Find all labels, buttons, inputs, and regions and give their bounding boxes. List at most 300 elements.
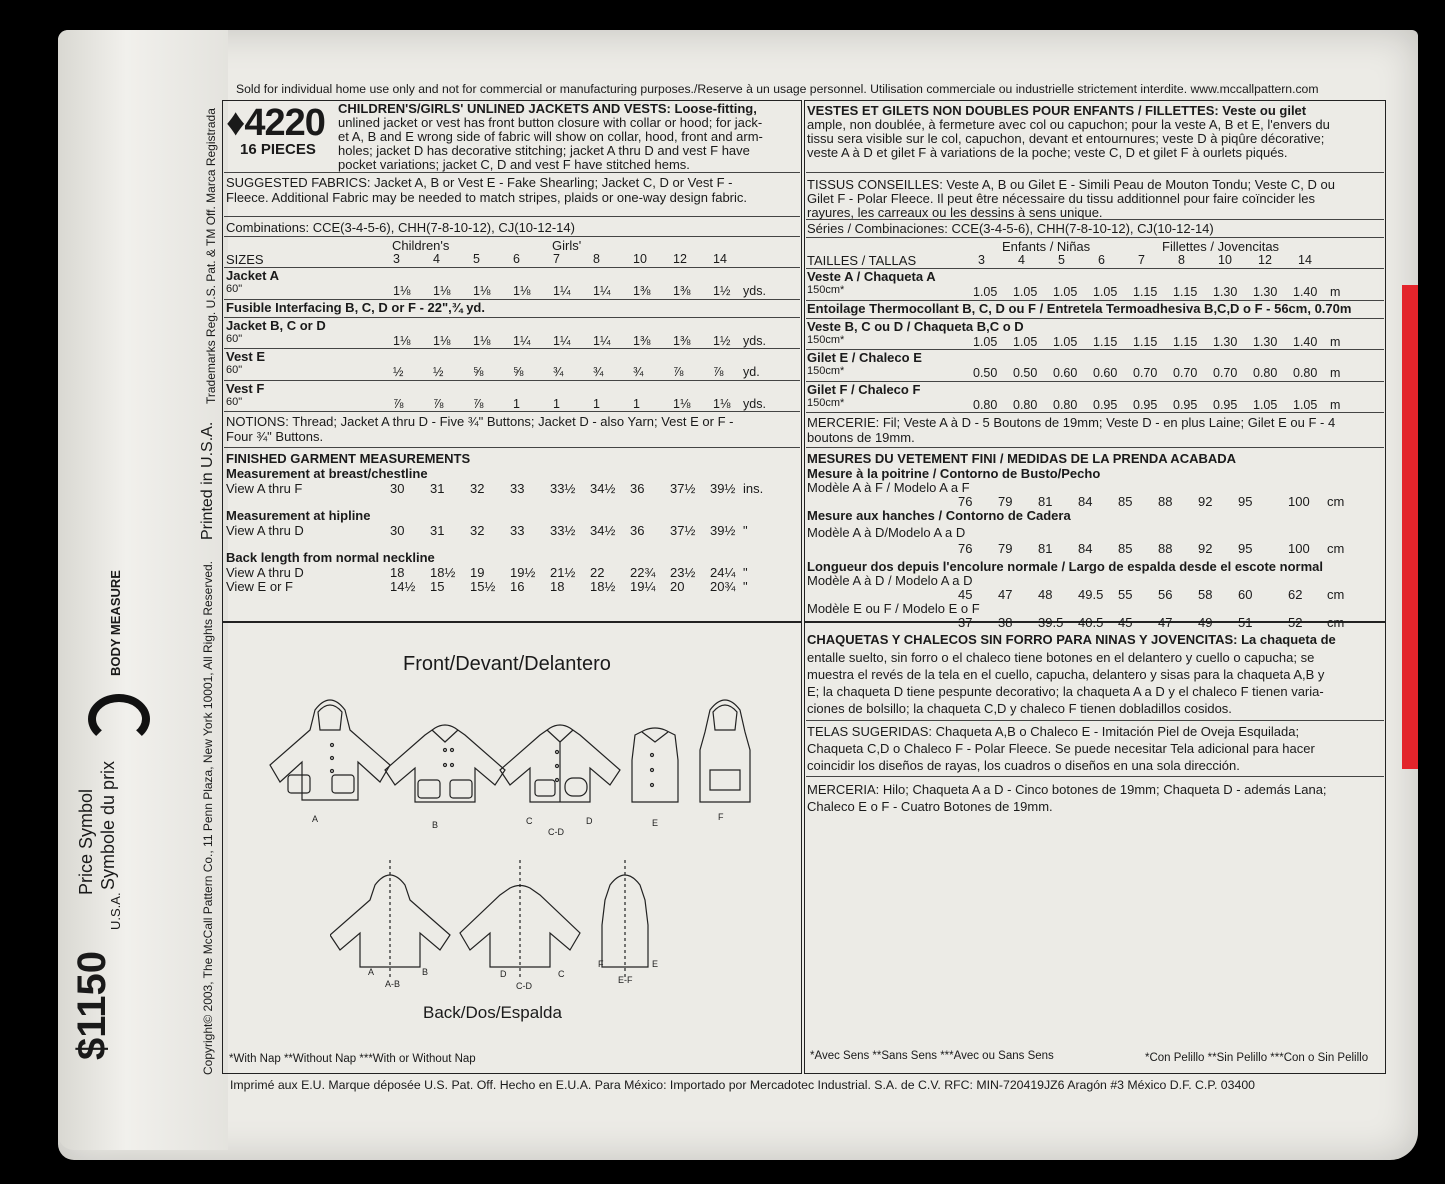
measurement-value: 76	[958, 541, 973, 556]
yardage-value: ¾	[553, 365, 564, 379]
yardage-title: Fusible Interfacing B, C, D or F - 22",¾ yd.	[226, 300, 485, 315]
sizes-label-fr: TAILLES / TALLAS	[807, 253, 917, 268]
yardage-value: 1¼	[553, 284, 571, 298]
measurement-value: 100	[1288, 541, 1310, 556]
yardage-unit: yds.	[743, 397, 766, 411]
yardage-value: 1	[593, 397, 600, 411]
measurement-value: 79	[998, 494, 1013, 509]
yardage-value: ⅞	[433, 397, 444, 411]
size-header: 12	[1258, 253, 1272, 267]
measurement-value: 81	[1038, 494, 1053, 509]
fabric-width: 150cm*	[807, 334, 845, 346]
yardage-value: 1.05	[1253, 398, 1278, 412]
yardage-value: ⅞	[393, 397, 404, 411]
measurement-value: 18½	[430, 565, 456, 580]
yardage-value: 0.60	[1093, 366, 1118, 380]
yardage-value: 1⅛	[673, 397, 691, 411]
yardage-value: 0.60	[1053, 366, 1078, 380]
red-edge-tab	[1402, 285, 1418, 769]
yardage-value: ¾	[633, 365, 644, 379]
measurement-unit: cm	[1327, 541, 1345, 556]
yardage-value: 1.30	[1213, 335, 1238, 349]
yardage-value: 0.95	[1133, 398, 1158, 412]
yardage-value: 1½	[713, 284, 731, 298]
measurement-value: 95	[1238, 494, 1253, 509]
divider	[806, 447, 1384, 448]
measurement-value: 33½	[550, 523, 576, 538]
front-view-label: B	[432, 820, 439, 830]
size-header: 14	[1298, 253, 1312, 267]
yardage-unit: yds.	[743, 334, 766, 348]
measurement-value: 32	[470, 481, 485, 496]
measurement-unit: cm	[1327, 494, 1345, 509]
description-en-line: pocket variations; jacket C, D and vest F have stitched hems.	[338, 157, 690, 172]
divider	[806, 720, 1384, 721]
combinations-en: Combinations: CCE(3-4-5-6), CHH(7-8-10-12), CJ(10-12-14)	[226, 220, 575, 235]
fabrics-fr-line: TISSUS CONSEILLES: Veste A, B ou Gilet E - Simili Peau de Mouton Tondu; Veste C, D ou	[807, 177, 1335, 192]
measurement-value: 19	[470, 565, 485, 580]
description-fr-line: VESTES ET GILETS NON DOUBLES POUR ENFANTS / FILLETTES: Veste ou gilet	[807, 103, 1307, 118]
divider	[224, 348, 800, 349]
front-views-drawing	[240, 690, 790, 840]
yardage-value: 1⅜	[633, 284, 651, 298]
description-es-heading: CHAQUETAS Y CHALECOS SIN FORRO PARA NINAS Y JOVENCITAS: La chaqueta de	[807, 632, 1336, 647]
measurement-value: 79	[998, 541, 1013, 556]
yardage-value: 1.15	[1173, 335, 1198, 349]
measurement-value: 60	[1238, 587, 1253, 602]
size-header: 14	[713, 252, 727, 266]
measurement-unit: cm	[1327, 587, 1345, 602]
divider	[806, 172, 1384, 173]
description-es-line: entalle suelto, sin forro o el chaleco tiene botones en el delantero y cuello o capucha; se	[807, 650, 1315, 665]
size-header: 10	[1218, 253, 1232, 267]
measurement-heading: Measurement at breast/chestline	[226, 466, 428, 481]
fabrics-en-line: Fleece. Additional Fabric may be needed to match stripes, plaids or one-way design fabric.	[226, 190, 747, 205]
measurement-value: 19½	[510, 565, 536, 580]
measurement-value: 24¼	[710, 565, 736, 580]
footnote-fr: *Avec Sens **Sans Sens ***Avec ou Sans Sens	[810, 1050, 1054, 1062]
divider	[224, 267, 800, 268]
yardage-value: 1¼	[593, 334, 611, 348]
size-header: 8	[593, 252, 600, 266]
yardage-value: 0.80	[1013, 398, 1038, 412]
measurement-value: 38	[998, 615, 1013, 630]
measurement-value: 15	[430, 579, 445, 594]
back-view-label: A-B	[385, 979, 401, 989]
fabric-width: 150cm*	[807, 397, 845, 409]
notions-en-line: Four ¾" Buttons.	[226, 429, 324, 444]
measurement-value: 16	[510, 579, 525, 594]
measurement-value: 88	[1158, 541, 1173, 556]
measurement-value: 32	[470, 523, 485, 538]
yardage-value: ⅞	[673, 365, 684, 379]
yardage-value: 1⅜	[673, 334, 691, 348]
description-es-line: ciones de bolsillo; la chaqueta C,D y chaleco F tienen dobladillos cosidos.	[807, 701, 1232, 716]
notions-fr-line: MERCERIE: Fil; Veste A à D - 5 Boutons de 19mm; Veste D - en plus Laine; Gilet E ou F - 4	[807, 415, 1336, 430]
fabric-width: 150cm*	[807, 284, 845, 296]
measurement-value: 39½	[710, 523, 736, 538]
yardage-unit: m	[1330, 285, 1341, 299]
measurement-value: 37	[958, 615, 973, 630]
yardage-value: ½	[433, 365, 444, 379]
measurement-heading: Mesure aux hanches / Contorno de Cadera	[807, 508, 1071, 523]
front-view-label: A	[312, 814, 319, 824]
pieces-count: 16 PIECES	[240, 141, 316, 158]
measurement-value: 15½	[470, 579, 496, 594]
yardage-value: 0.50	[973, 366, 998, 380]
measurement-value: 47	[998, 587, 1013, 602]
measurement-label: Modèle E ou F / Modelo E o F	[807, 601, 980, 616]
fabrics-es-line: Chaqueta C,D o Chaleco F - Polar Fleece. Se puede necesitar Tela adicional para hacer	[807, 741, 1315, 756]
notions-fr-line: boutons de 19mm.	[807, 430, 915, 445]
yardage-value: 0.70	[1173, 366, 1198, 380]
description-fr-line: tissu sera visible sur le col, capuchon, devant et entournures; veste D à piqûre décorative;	[807, 131, 1325, 146]
view-e-outline	[632, 728, 678, 802]
yardage-value: 1.05	[973, 335, 998, 349]
combinations-fr: Séries / Combinaciones: CCE(3-4-5-6), CHH(7-8-10-12), CJ(10-12-14)	[807, 221, 1214, 236]
measurement-value: 31	[430, 523, 445, 538]
yardage-value: 1.30	[1253, 285, 1278, 299]
footnote-en: *With Nap **Without Nap ***With or Without Nap	[229, 1053, 476, 1065]
fabrics-fr-line: rayures, les carreaux ou les dessins à sens unique.	[807, 205, 1103, 220]
yardage-unit: yd.	[743, 365, 760, 379]
measurement-value: 84	[1078, 541, 1093, 556]
measurement-value: 36	[630, 481, 645, 496]
yardage-title: Gilet E / Chaleco E	[807, 350, 922, 365]
measurement-label: View E or F	[226, 579, 293, 594]
children-label: Children's	[392, 238, 450, 253]
yardage-value: 1.05	[1053, 335, 1078, 349]
measurement-value: 100	[1288, 494, 1310, 509]
yardage-value: 1⅛	[433, 334, 451, 348]
yardage-value: 1.15	[1173, 285, 1198, 299]
front-label: Front/Devant/Delantero	[403, 653, 611, 675]
measurement-value: 34½	[590, 523, 616, 538]
back-views-drawing	[330, 855, 690, 1005]
back-label: Back/Dos/Espalda	[423, 1003, 562, 1022]
divider	[806, 412, 1384, 413]
measurement-value: 18½	[590, 579, 616, 594]
yardage-value: 0.95	[1213, 398, 1238, 412]
pattern-number-text: 4220	[244, 102, 325, 144]
measurement-value: 48	[1038, 587, 1053, 602]
yardage-value: 0.80	[1253, 366, 1278, 380]
front-view-label: C	[526, 816, 533, 826]
measurement-value: 18	[550, 579, 565, 594]
measurement-value: 58	[1198, 587, 1213, 602]
description-fr-line: veste A à D et gilet F à variations de la poche; veste C, D et gilet F à ourlets piqués.	[807, 145, 1288, 160]
fabrics-fr-line: Gilet F - Polar Fleece. Il peut être nécessaire du tissu additionnel pour faire coïncider les	[807, 191, 1315, 206]
size-header: 6	[1098, 253, 1105, 267]
yardage-value: 1½	[713, 334, 731, 348]
back-view-label: C	[558, 969, 565, 979]
yardage-value: 1.30	[1253, 335, 1278, 349]
yardage-unit: m	[1330, 366, 1341, 380]
measurement-value: 30	[390, 523, 405, 538]
measurement-value: 39.5	[1038, 615, 1064, 630]
divider	[224, 380, 800, 381]
measurements-en-title: FINISHED GARMENT MEASUREMENTS	[226, 451, 471, 466]
front-view-label: D	[586, 816, 593, 826]
description-en-line: unlined jacket or vest has front button closure with collar or hood; for jack-	[338, 115, 763, 130]
measurement-value: 51	[1238, 615, 1253, 630]
measurement-value: 55	[1118, 587, 1133, 602]
price-symbol: Price Symbol	[76, 788, 96, 895]
fabric-width: 60"	[226, 364, 243, 376]
yardage-value: 0.95	[1173, 398, 1198, 412]
back-view-label: E-F	[618, 975, 633, 985]
measurement-value: 62	[1288, 587, 1303, 602]
yardage-value: 1.40	[1293, 285, 1318, 299]
yardage-title: Veste B, C ou D / Chaqueta B,C o D	[807, 319, 1024, 334]
measurement-value: 85	[1118, 494, 1133, 509]
yardage-unit: m	[1330, 398, 1341, 412]
measurement-value: 45	[958, 587, 973, 602]
yardage-value: 1	[553, 397, 560, 411]
yardage-value: 1⅛	[513, 284, 531, 298]
measurement-value: 30	[390, 481, 405, 496]
measurement-label: View A thru F	[226, 481, 303, 496]
size-header: 4	[1018, 253, 1025, 267]
measurement-value: 14½	[390, 579, 416, 594]
yardage-value: ⅝	[473, 365, 484, 379]
back-view-label: E	[652, 959, 659, 969]
yardage-value: ⅞	[713, 365, 724, 379]
size-header: 5	[1058, 253, 1065, 267]
body-measure-text: BODY MEASURE	[108, 570, 123, 676]
yardage-unit: m	[1330, 335, 1341, 349]
yardage-value: 1⅜	[673, 284, 691, 298]
measurement-label: View A thru D	[226, 565, 304, 580]
divider	[224, 172, 800, 173]
footnote-es: *Con Pelillo **Sin Pelillo ***Con o Sin Pelillo	[1145, 1052, 1369, 1064]
yardage-value: 1⅛	[473, 334, 491, 348]
measurement-unit: ins.	[743, 481, 764, 496]
size-header: 8	[1178, 253, 1185, 267]
size-header: 3	[978, 253, 985, 267]
measurement-value: 20	[670, 579, 685, 594]
bottom-line: Imprimé aux E.U. Marque déposée U.S. Pat. Off. Hecho en E.U.A. Para México: Importado por Mercadotec Industrial. S.A. de C.V. RFC: MIN-720419JZ6 Aragón #3 México D.F. C.P. 03400	[230, 1078, 1255, 1092]
measurement-label: Modèle A à D/Modelo A a D	[807, 525, 966, 540]
measurement-value: 23½	[670, 565, 696, 580]
measurement-unit: "	[743, 565, 748, 580]
yardage-value: 1¼	[593, 284, 611, 298]
size-header: 5	[473, 252, 480, 266]
yardage-value: 1¼	[553, 334, 571, 348]
yardage-value: 1.05	[1013, 335, 1038, 349]
measurement-value: 76	[958, 494, 973, 509]
yardage-value: 1.30	[1213, 285, 1238, 299]
yardage-value: 0.50	[1013, 366, 1038, 380]
back-view-label: B	[422, 967, 429, 977]
view-f-outline	[700, 700, 750, 802]
measurement-value: 81	[1038, 541, 1053, 556]
description-es-line	[807, 632, 1336, 647]
measurement-unit: cm	[1327, 615, 1345, 630]
yardage-value: ½	[393, 365, 404, 379]
fabric-width: 60"	[226, 396, 243, 408]
measurement-value: 40.5	[1078, 615, 1104, 630]
fabric-width: 60"	[226, 283, 243, 295]
measurement-value: 92	[1198, 541, 1213, 556]
measurement-heading: Back length from normal neckline	[226, 550, 435, 565]
fabrics-es-line: coincidir los diseños de rayas, los cuadros o diseños en una sola dirección.	[807, 758, 1240, 773]
yardage-value: ¾	[593, 365, 604, 379]
yardage-title: Gilet F / Chaleco F	[807, 382, 921, 397]
yardage-value: 1¼	[513, 334, 531, 348]
measurement-value: 37½	[670, 481, 696, 496]
yardage-value: 1	[513, 397, 520, 411]
back-view-label: A	[368, 967, 375, 977]
measurement-value: 33	[510, 481, 525, 496]
divider	[224, 236, 800, 237]
yardage-value: 1.15	[1133, 285, 1158, 299]
yardage-value: 1⅛	[393, 284, 411, 298]
yardage-value: 1.05	[1293, 398, 1318, 412]
measurements-fr-title: MESURES DU VETEMENT FINI / MEDIDAS DE LA PRENDA ACABADA	[807, 451, 1237, 466]
size-header: 3	[393, 252, 400, 266]
yardage-value: 1⅛	[393, 334, 411, 348]
sizes-label: SIZES	[226, 252, 264, 267]
yardage-value: 1.15	[1093, 335, 1118, 349]
yardage-value: 1⅛	[433, 284, 451, 298]
measurement-value: 49.5	[1078, 587, 1104, 602]
measurement-label: Modèle A à D / Modelo A a D	[807, 573, 973, 588]
measurement-value: 92	[1198, 494, 1213, 509]
yardage-title: Vest E	[226, 349, 266, 364]
yardage-value: 1.15	[1133, 335, 1158, 349]
measurement-value: 84	[1078, 494, 1093, 509]
measurement-value: 88	[1158, 494, 1173, 509]
yardage-value: ⅞	[473, 397, 484, 411]
description-en-line: et A, B and E wrong side of fabric will show on collar, hood, front and arm-	[338, 129, 763, 144]
back-view-label: C-D	[516, 981, 532, 991]
measurement-value: 52	[1288, 615, 1303, 630]
yardage-value: 1	[633, 397, 640, 411]
measurement-value: 20¾	[710, 579, 736, 594]
measurement-label: View A thru D	[226, 523, 304, 538]
pattern-number: ♦4220	[226, 102, 325, 144]
measurement-heading: Mesure à la poitrine / Contorno de Busto/Pecho	[807, 466, 1101, 481]
yardage-value: 1.40	[1293, 335, 1318, 349]
girls-label: Girls'	[552, 238, 582, 253]
size-header: 4	[433, 252, 440, 266]
measurement-value: 45	[1118, 615, 1133, 630]
yardage-value: 1.05	[973, 285, 998, 299]
yardage-unit: yds.	[743, 284, 766, 298]
yardage-value: 0.95	[1093, 398, 1118, 412]
yardage-value: 0.80	[1053, 398, 1078, 412]
yardage-title: Jacket B, C or D	[226, 318, 326, 333]
measurement-value: 39½	[710, 481, 736, 496]
measurement-value: 85	[1118, 541, 1133, 556]
fabric-width: 60"	[226, 333, 243, 345]
measurement-value: 21½	[550, 565, 576, 580]
divider	[806, 776, 1384, 777]
measurement-label: Modèle A à F / Modelo A a F	[807, 480, 970, 495]
measurement-heading: Longueur dos depuis l'encolure normale / Largo de espalda desde el escote normal	[807, 559, 1323, 574]
size-header: 7	[1138, 253, 1145, 267]
yardage-value: 1⅛	[473, 284, 491, 298]
notions-en-line: NOTIONS: Thread; Jacket A thru D - Five ¾" Buttons; Jacket D - also Yarn; Vest E or F -	[226, 414, 734, 429]
yardage-value: 1.05	[1013, 285, 1038, 299]
measurement-value: 31	[430, 481, 445, 496]
description-en-line: holes; jacket D has decorative stitching; jacket A thru D and vest F have	[338, 143, 750, 158]
description-en-line: CHILDREN'S/GIRLS' UNLINED JACKETS AND VESTS: Loose-fitting,	[338, 101, 757, 116]
yardage-title: Veste A / Chaqueta A	[807, 269, 936, 284]
price-usa: U.S.A.	[108, 892, 123, 930]
measurement-value: 34½	[590, 481, 616, 496]
description-fr-line: ample, non doublée, à fermeture avec col ou capuchon; pour la veste A, B et E, l'envers du	[807, 117, 1330, 132]
front-view-label: C-D	[548, 827, 564, 837]
yardage-value: 0.70	[1133, 366, 1158, 380]
divider	[224, 411, 800, 412]
front-view-label: E	[652, 818, 659, 828]
measurement-value: 56	[1158, 587, 1173, 602]
yardage-value: 1⅛	[713, 397, 731, 411]
measurement-value: 95	[1238, 541, 1253, 556]
measurement-value: 33½	[550, 481, 576, 496]
divider	[806, 219, 1384, 220]
price-value: $1150	[70, 950, 114, 1060]
yardage-title: Jacket A	[226, 268, 279, 283]
description-es-line: muestra el revés de la tela en el cuello, capucha, delantero y sisas para la chaqueta A,B y	[807, 667, 1325, 682]
notions-es-line: MERCERIA: Hilo; Chaqueta A a D - Cinco botones de 19mm; Chaqueta D - además Lana;	[807, 782, 1327, 797]
mccall-logo	[88, 694, 150, 744]
copyright-text: Copyright© 2003, The McCall Pattern Co., 11 Penn Plaza, New York 10001, All Rights Reserved.	[201, 560, 215, 1075]
yardage-value: 1⅜	[633, 334, 651, 348]
trademark-text: Trademarks Reg. U.S. Pat. & TM Off. Marca Registrada	[204, 108, 218, 404]
yardage-value: 1.05	[1093, 285, 1118, 299]
yardage-value: 0.70	[1213, 366, 1238, 380]
description-es-line: E; la chaqueta D tiene pespunte decorativo; la chaqueta A a D y el chaleco F tienen varia-	[807, 684, 1324, 699]
fabrics-en-line: SUGGESTED FABRICS: Jacket A, B or Vest E - Fake Shearling; Jacket C, D or Vest F -	[226, 175, 733, 190]
back-view-label: D	[500, 969, 507, 979]
size-header: 12	[673, 252, 687, 266]
back-view-label: F	[598, 959, 604, 969]
yardage-title: Vest F	[226, 381, 265, 396]
divider	[224, 447, 800, 448]
fillettes-label: Fillettes / Jovencitas	[1162, 239, 1280, 254]
measurement-value: 22	[590, 565, 605, 580]
measurement-value: 37½	[670, 523, 696, 538]
size-header: 6	[513, 252, 520, 266]
divider	[224, 216, 800, 217]
yardage-value: 0.80	[973, 398, 998, 412]
header-line: Sold for individual home use only and not for commercial or manufacturing purposes./Reserve à un usage personnel. Utilisation commerciale ou industrielle strictement interdite. www.mccallpattern.com	[236, 82, 1319, 96]
size-header: 7	[553, 252, 560, 266]
measurement-value: 47	[1158, 615, 1173, 630]
price-symbol-fr: Symbole du prix	[98, 760, 118, 890]
measurement-value: 18	[390, 565, 405, 580]
measurement-heading: Measurement at hipline	[226, 508, 371, 523]
measurement-value: 36	[630, 523, 645, 538]
size-header: 10	[633, 252, 647, 266]
yardage-value: 0.80	[1293, 366, 1318, 380]
enfants-label: Enfants / Niñas	[1002, 239, 1091, 254]
divider	[806, 237, 1384, 238]
measurement-unit: "	[743, 523, 748, 538]
yardage-title: Entoilage Thermocollant B, C, D ou F / Entretela Termoadhesiva B,C,D o F - 56cm, 0.70m	[807, 301, 1352, 316]
printed-in-text: Printed in U.S.A.	[199, 421, 216, 540]
measurement-value: 33	[510, 523, 525, 538]
front-view-label: F	[718, 812, 724, 822]
yardage-value: ⅝	[513, 365, 524, 379]
measurement-unit: "	[743, 579, 748, 594]
measurement-value: 22¾	[630, 565, 656, 580]
notions-es-line: Chaleco E o F - Cuatro Botones de 19mm.	[807, 799, 1053, 814]
yardage-value: 1.05	[1053, 285, 1078, 299]
